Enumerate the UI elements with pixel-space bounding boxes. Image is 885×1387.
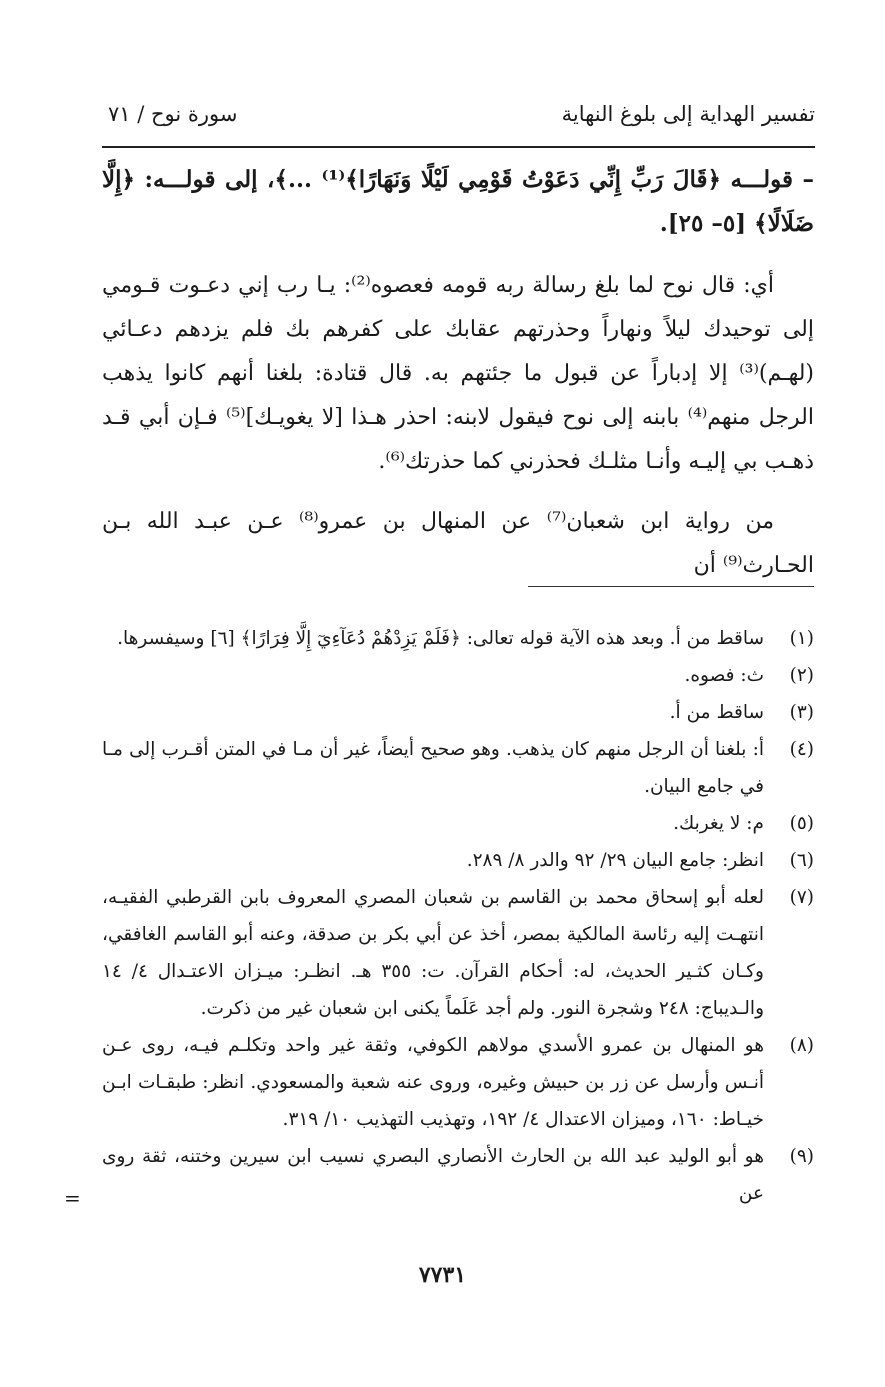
continuation-mark: = [64,1186,81,1210]
footnote-number: (٤) [789,739,814,760]
footnote-text: ساقط من أ. [669,702,764,723]
footnote-item [102,1138,814,1212]
footnote-text: انظر: جامع البيان ٢٩/ ٩٢ والدر ٨/ ٢٨٩. [466,850,764,871]
footnote-number: (١) [789,628,814,649]
footnote-rule [528,586,814,587]
footnote-text: ث: فصوه. [684,665,764,686]
footnote-text: هو المنهال بن عمرو الأسدي مولاهم الكوفي، وثقة غير واحد وتكلـم فيـه، روى عـن أنـس وأرسل عن زر بن حبيش وغيره، وروى عنه شعبة والمسعودي. انظر: طبقـات ابـن خيـاط: ١٦٠، وميزان الاعتدال ٤/ ١٩٢، وتهذيب التهذيب ١٠/ ٣١٩. [102,1035,764,1130]
footnote-number: (٣) [789,702,814,723]
footnotes [102,620,814,1212]
verse-line: – قولـــه ﴿قَالَ رَبِّ إِنِّي دَعَوْتُ قَوْمِي لَيْلًا وَنَهَارًا﴾⁽¹⁾ ...﴾، إلى قولـــه: ﴿إِلَّا ضَلَالًا﴾ [٥– ٢٥]. [102,166,814,237]
footnote-item [102,879,814,1027]
footnote-item [102,805,814,842]
footnote-item [102,620,814,657]
header-rule [102,146,815,148]
footnote-text: أ: بلغنا أن الرجل منهم كان يذهب. وهو صحيح أيضاً، غير أن مـا في المتن أقـرب إلى مـا في جامع البيان. [102,739,764,797]
footnote-text: لعله أبو إسحاق محمد بن القاسم بن شعبان المصري المعروف بابن القرطبي الفقيـه، انتهـت إليه رئاسة المالكية بمصر، أخذ عن أبي بكر بن صدقة، وعنه أبو القاسم الغافقي، وكـان كثـير الحديث، له: أحكام القرآن. ت: ٣٥٥ هـ. انظـر: ميـزان الاعتـدال ٤/ ١٤ والـديباج: ٢٤٨ وشجرة النور. ولم أجد عَلَماً يكنى ابن شعبان غير من ذكرت. [102,887,764,1019]
footnote-text: م: لا يغربك. [673,813,764,834]
footnote-item [102,694,814,731]
book-title: تفسير الهداية إلى بلوغ النهاية [561,102,815,126]
footnote-number: (٢) [789,665,814,686]
footnote-item [102,731,814,805]
paragraph-2: من رواية ابن شعبان⁽⁷⁾ عن المنهال بن عمرو⁽⁸⁾ عـن عبـد الله بـن الحـارث⁽⁹⁾ أن [102,509,814,578]
footnote-text: هو أبو الوليد عبد الله بن الحارث الأنصاري البصري نسيب ابن سيرين وختنه، ثقة روى عن [102,1146,764,1204]
footnote-number: (٩) [789,1146,814,1167]
footnote-number: (٥) [789,813,814,834]
surah-label: سورة نوح / ٧١ [108,102,238,126]
footnote-number: (٨) [789,1035,814,1056]
footnote-text: ساقط من أ. وبعد هذه الآية قوله تعالى: ﴿فَلَمْ يَزِدْهُمْ دُعَآءِيٓ إِلَّا فِرَارًا﴾ [٦] وسيفسرها. [117,628,764,649]
footnote-item [102,657,814,694]
footnote-item [102,842,814,879]
footnote-number: (٦) [789,850,814,871]
footnote-item [102,1027,814,1138]
footnote-number: (٧) [789,887,814,908]
main-text [102,158,814,588]
running-header [100,96,815,140]
paragraph-1: أي: قال نوح لما بلغ رسالة ربه قومه فعصوه⁽²⁾: يـا رب إني دعـوت قـومي إلى توحيدك ليلاً ونهاراً وحذرتهم عقابك على كفرهم بك فلم يزدهم دعـائي (لهـم)⁽³⁾ إلا إدباراً عن قبول ما جئتهم به. قال قتادة: بلغنا أنهم كانوا يذهب الرجل منهم⁽⁴⁾ بابنه إلى نوح فيقول لابنه: احذر هـذا [لا يغويـك]⁽⁵⁾ فـإن أبي قـد ذهـب بي إليـه وأنـا مثلـك فحذرني كما حذرتك⁽⁶⁾. [102,273,815,474]
page-number: ٧٧٣١ [418,1262,467,1288]
